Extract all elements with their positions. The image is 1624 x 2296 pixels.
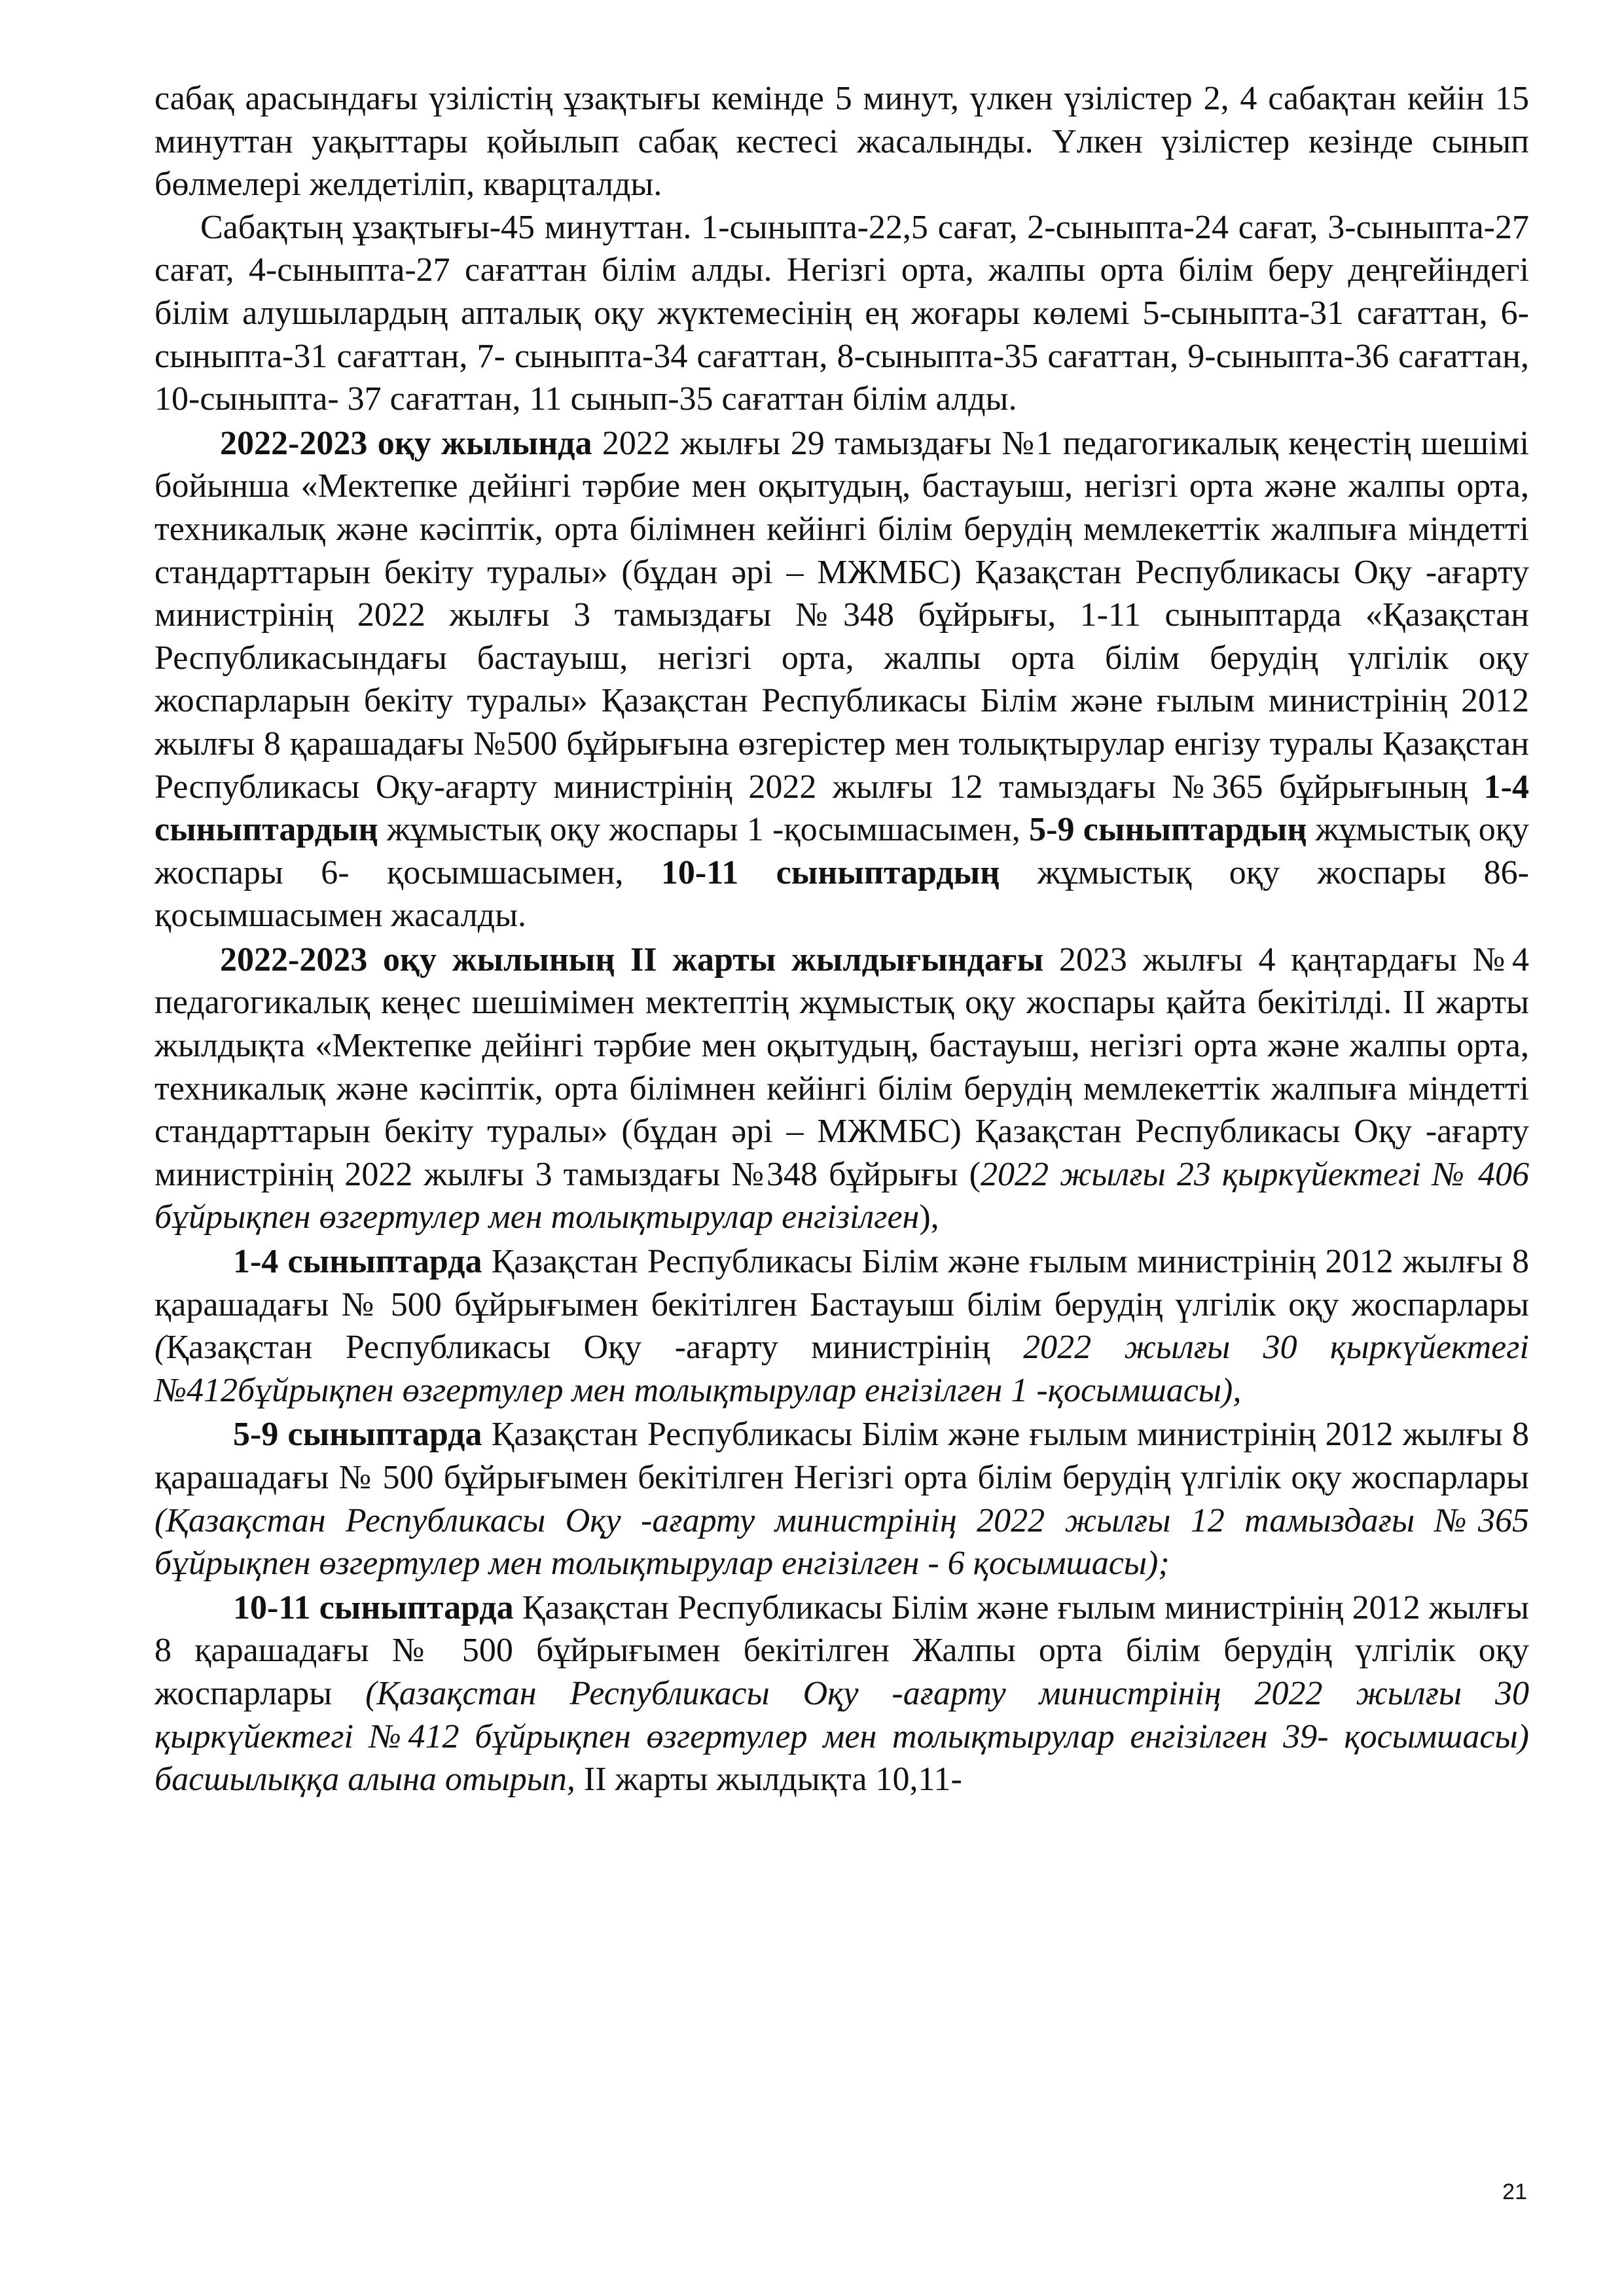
page-number: 21 (1502, 2179, 1527, 2204)
italic-amendment: 2022 жылғы 30 қыркүйектегі №412бұйрықпен өзгертулер мен толықтырулар енгізілген 1 -қосымшасы), (154, 1329, 1529, 1409)
bold-grades-5-9: 5-9 сыныптардың (1029, 811, 1307, 849)
italic-paren: ( (154, 1329, 166, 1367)
text-run: Қазақстан Республикасы Білім және ғылым министрінің 2012 жылғы 8 қарашадағы № 500 бұйрығымен бекітілген Бастауыш білім берудің үлгілік оқу жоспарлары (154, 1243, 1530, 1323)
paragraph-second-half-year (154, 939, 1529, 1239)
italic-amendment: (Қазақстан Республикасы Оқу -ағарту министрінің 2022 жылғы 12 тамыздағы №365 бұйрықпен өзгертулер мен толықтырулар енгізілген - 6 қосымшасы); (154, 1501, 1529, 1583)
text-run: Қазақстан Республикасы Білім және ғылым министрінің 2012 жылғы 8 қарашадағы № 500 бұйрығымен бекітілген Жалпы орта білім берудің үлгілік оқу жоспарлары (154, 1588, 1529, 1712)
bold-grades-10-11: 10-11 сыныптардың (660, 853, 1000, 891)
text-run: Қазақстан Республикасы Оқу -ағарту министрінің (166, 1329, 1024, 1367)
bold-grades-10-11: 10-11 сыныптарда (233, 1588, 514, 1626)
text-run: 2022 жылғы 29 тамыздағы №1 педагогикалық кеңестің шешімі бойынша «Мектепке дейінгі тәрбие мен оқытудың, бастауыш, негізгі орта және жалпы орта, техникалық және кәсіптік, орта білімнен кейінгі білім берудің мемлекеттік жалпыға міндетті стандарттарын бекіту туралы» (бұдан әрі – МЖМБС) Қазақстан Республикасы Оқу -ағарту министрінің 2022 жылғы 3 тамыздағы №348 бұйрығы, 1-11 сыныптарда «Қазақстан Республикасындағы бастауыш, негізгі орта, жалпы орта білім берудің үлгілік оқу жоспарларын бекіту туралы» Қазақстан Республикасы Білім және ғылым министрінің 2012 жылғы 8 қарашадағы №500 бұйрығына өзгерістер мен толықтырулар енгізу туралы Қазақстан Республикасы Оқу-ағарту министрінің 2022 жылғы 12 тамыздағы №365 бұйрығының (154, 424, 1530, 806)
paragraph-grades-10-11 (154, 1587, 1529, 1801)
paragraph-breaks: сабақ арасындағы үзілістің ұзақтығы кемінде 5 минут, үлкен үзілістер 2, 4 сабақтан кейін 15 минуттан уақыттары қойылып сабақ кестесі жасалынды. Үлкен үзілістер кезінде сынып бөлмелері желдетіліп, кварцталды. (154, 80, 1529, 204)
text-run: ), (919, 1198, 939, 1236)
bold-grades-1-4: 1-4 сыныптардың (154, 768, 1529, 849)
text-run: жұмыстық оқу жоспары 1 -қосымшасымен, (378, 811, 1030, 849)
paragraph-grades-1-4 (154, 1240, 1529, 1412)
text-run: жұмыстық оқу жоспары 86- қосымшасымен жасалды. (154, 853, 1529, 935)
bold-heading: 2022-2023 оқу жылында (220, 424, 592, 462)
bold-grades-1-4: 1-4 сыныптарда (233, 1243, 482, 1281)
italic-amendment: (Қазақстан Республикасы Оқу -ағарту министрінің 2022 жылғы 30 қыркүйектегі №412 бұйрықпен өзгертулер мен толықтырулар енгізілген 39- қосымшасы) басшылыққа алына отырып, (154, 1674, 1529, 1799)
document-body (154, 77, 1529, 1801)
bold-grades-5-9: 5-9 сыныптарда (233, 1416, 482, 1454)
paragraph-lesson-hours: Сабақтың ұзақтығы-45 минуттан. 1-сыныпта-22,5 сағат, 2-сыныпта-24 сағат, 3-сыныпта-27 сағат, 4-сыныпта-27 сағаттан білім алды. Негізгі орта, жалпы орта білім беру деңгейіндегі білім алушылардың апталық оқу жүктемесінің ең жоғары көлемі 5-сыныпта-31 сағаттан, 6-сыныпта-31 сағаттан, 7- сыныпта-34 сағаттан, 8-сыныпта-35 сағаттан, 9-сыныпта-36 сағаттан, 10-сыныпта- 37 сағаттан, 11 сынып-35 сағаттан білім алды. (154, 208, 1529, 418)
text-run: жұмыстық оқу жоспары 6- қосымшасымен, (154, 811, 1530, 891)
text-run: 2023 жылғы 4 қаңтардағы №4 педагогикалық кеңес шешімімен мектептің жұмыстық оқу жоспары қайта бекітілді. ІІ жарты жылдықта «Мектепке дейінгі тәрбие мен оқытудың, бастауыш, негізгі орта және жалпы орта, техникалық және кәсіптік, орта білімнен кейінгі білім берудің мемлекеттік жалпыға міндетті стандарттарын бекіту туралы» (бұдан әрі – МЖМБС) Қазақстан Республикасы Оқу -ағарту министрінің 2022 жылғы 3 тамыздағы №348 бұйрығы ( (154, 941, 1529, 1193)
bold-heading: 2022-2023 оқу жылының ІІ жарты жылдығындағы (220, 941, 1044, 978)
paragraph-2022-2023-plan (154, 422, 1529, 937)
paragraph-grades-5-9 (154, 1413, 1529, 1585)
text-run: ІІ жарты жылдықта 10,11- (575, 1761, 962, 1799)
italic-amendment: 2022 жылғы 23 қыркүйектегі № 406 бұйрықпен өзгертулер мен толықтырулар енгізілген (154, 1155, 1529, 1236)
text-run: Қазақстан Республикасы Білім және ғылым министрінің 2012 жылғы 8 қарашадағы № 500 бұйрығымен бекітілген Негізгі орта білім берудің үлгілік оқу жоспарлары (154, 1416, 1530, 1496)
